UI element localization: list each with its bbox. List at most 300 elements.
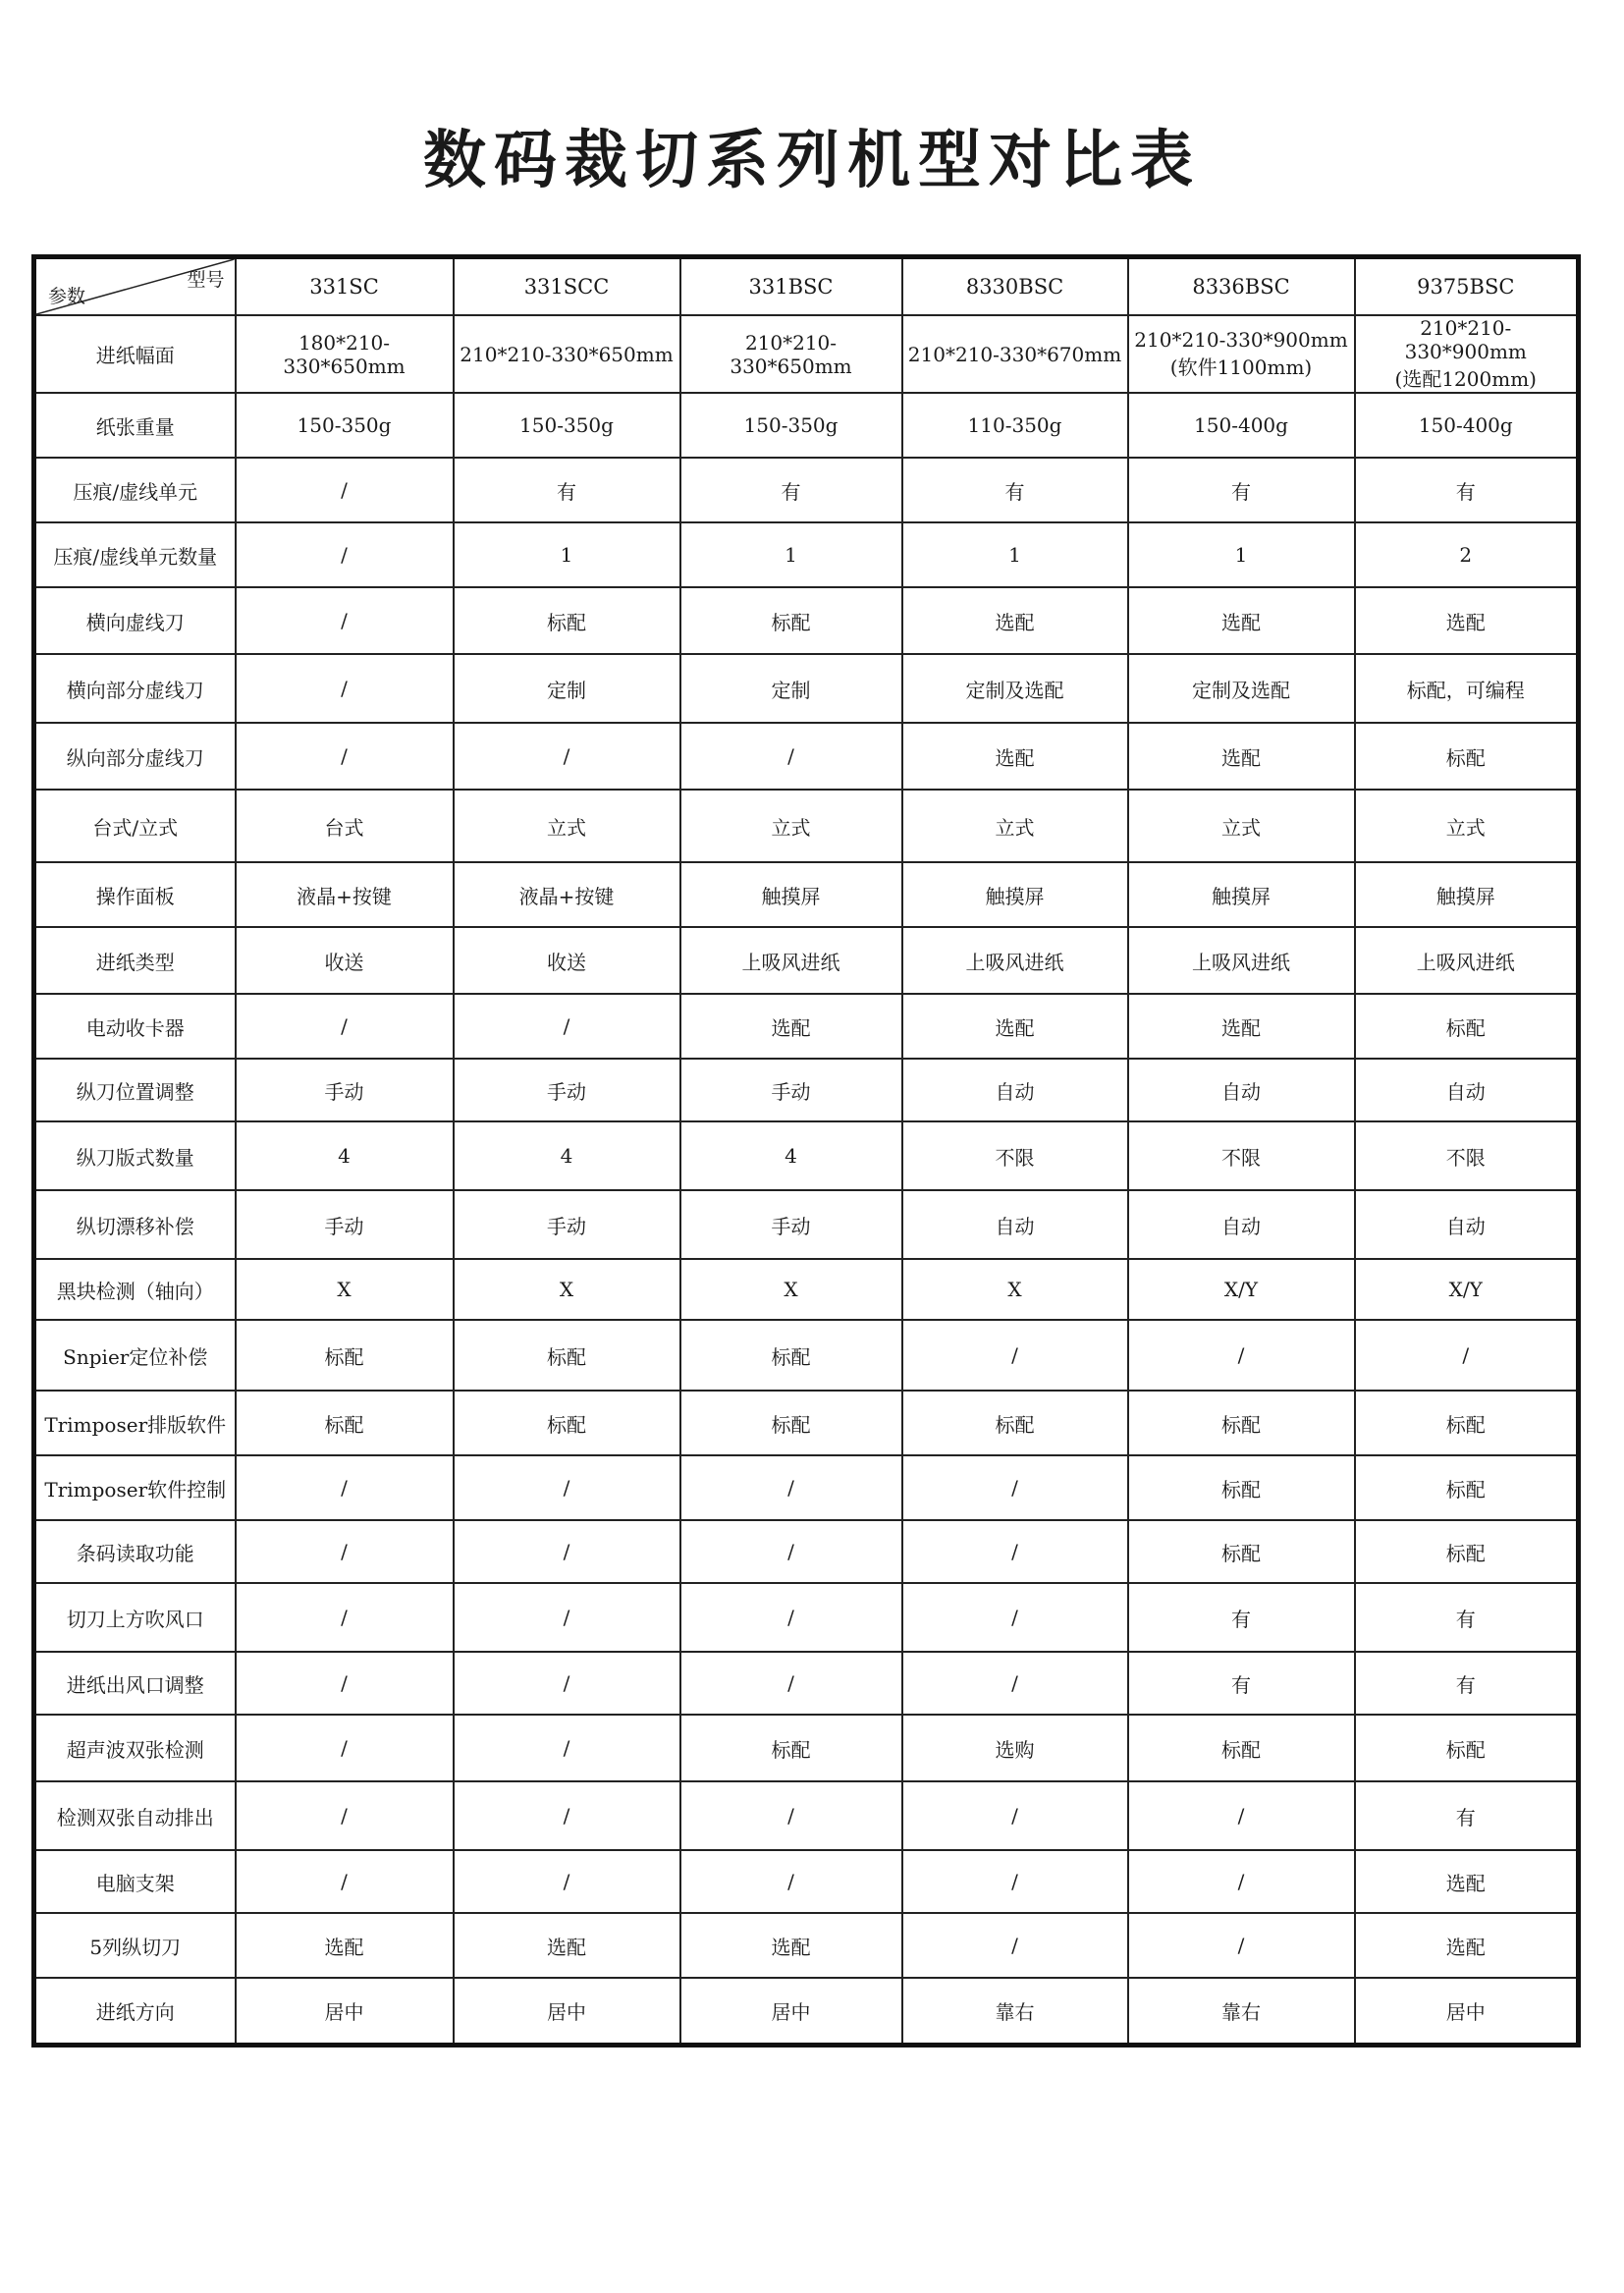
value-text: / xyxy=(563,1870,570,1893)
param-label-cell: 压痕/虚线单元 xyxy=(34,458,236,522)
value-cell xyxy=(454,1850,680,1913)
value-cell xyxy=(902,1320,1128,1391)
value-cell xyxy=(454,393,680,458)
value-text: / xyxy=(563,1606,570,1629)
value-cell xyxy=(236,1121,454,1190)
table-row xyxy=(34,1190,1579,1259)
value-text: 标配 xyxy=(1445,1015,1486,1040)
value-text: 210*210-330*900mm xyxy=(1134,328,1348,352)
value-cell xyxy=(680,315,902,393)
value-text: 有 xyxy=(1231,1607,1251,1631)
value-text: 选配 xyxy=(1221,745,1261,770)
value-text: 上吸风进纸 xyxy=(741,950,840,974)
value-cell xyxy=(236,1320,454,1391)
value-text: 标配 xyxy=(771,1412,811,1437)
table-row xyxy=(34,994,1579,1059)
value-text: / xyxy=(341,1870,348,1893)
value-cell xyxy=(680,790,902,862)
param-label-cell: 纸张重量 xyxy=(34,393,236,458)
value-cell xyxy=(680,927,902,994)
value-cell xyxy=(902,1652,1128,1715)
value-text: 手动 xyxy=(324,1079,364,1104)
value-cell xyxy=(1355,790,1579,862)
value-text: 标配 xyxy=(1445,745,1486,770)
value-text: 标配 xyxy=(1445,1477,1486,1501)
value-text: / xyxy=(1011,1934,1018,1957)
param-label-cell: 进纸类型 xyxy=(34,927,236,994)
value-text: 标配 xyxy=(1445,1412,1486,1437)
value-cell xyxy=(236,862,454,927)
value-cell xyxy=(902,1455,1128,1520)
table-row xyxy=(34,1391,1579,1455)
value-subtext: (软件1100mm) xyxy=(1169,355,1313,379)
table-row xyxy=(34,862,1579,927)
value-text: 150-350g xyxy=(743,413,839,437)
value-cell xyxy=(236,1190,454,1259)
value-text: 选配 xyxy=(771,1015,811,1040)
value-text: 不限 xyxy=(995,1145,1035,1170)
param-label-cell: 压痕/虚线单元数量 xyxy=(34,522,236,587)
value-cell xyxy=(1128,1121,1355,1190)
param-label-cell: Snpier定位补偿 xyxy=(34,1320,236,1391)
value-cell xyxy=(1355,927,1579,994)
value-cell xyxy=(454,458,680,522)
param-label-cell: 进纸方向 xyxy=(34,1978,236,2045)
value-text: 1 xyxy=(1234,543,1248,567)
value-cell xyxy=(1355,1978,1579,2045)
value-text: 立式 xyxy=(995,815,1035,840)
model-header-cell: 331BSC xyxy=(680,257,902,316)
table-row xyxy=(34,1913,1579,1978)
value-text: 选配 xyxy=(995,610,1035,634)
value-text: 靠右 xyxy=(995,1999,1035,2024)
model-header-cell: 8336BSC xyxy=(1128,257,1355,316)
param-label-cell: 操作面板 xyxy=(34,862,236,927)
value-cell xyxy=(1128,1320,1355,1391)
value-text: 自动 xyxy=(1445,1214,1486,1238)
value-cell xyxy=(680,1059,902,1121)
table-row xyxy=(34,1121,1579,1190)
value-text: 标配 xyxy=(1445,1541,1486,1565)
value-text: / xyxy=(341,478,348,502)
comparison-table xyxy=(31,254,1581,2047)
param-label-cell: 横向虚线刀 xyxy=(34,587,236,654)
value-text: 标配 xyxy=(1221,1737,1261,1762)
value-text: 210*210-330*900mm xyxy=(1404,316,1527,363)
value-text: 150-350g xyxy=(297,413,392,437)
value-cell xyxy=(1355,994,1579,1059)
value-cell xyxy=(902,393,1128,458)
value-text: / xyxy=(1011,1540,1018,1563)
value-cell xyxy=(454,1190,680,1259)
value-text: 选配 xyxy=(995,745,1035,770)
value-text: 标配 xyxy=(771,1737,811,1762)
param-label-cell: 纵向部分虚线刀 xyxy=(34,723,236,790)
param-label-cell: 台式/立式 xyxy=(34,790,236,862)
value-text: 180*210-330*650mm xyxy=(283,330,406,378)
value-cell xyxy=(236,1781,454,1850)
value-cell xyxy=(1128,654,1355,723)
param-label-cell: 超声波双张检测 xyxy=(34,1715,236,1781)
value-cell xyxy=(1128,587,1355,654)
value-text: 150-400g xyxy=(1418,413,1513,437)
model-axis-label: 型号 xyxy=(187,269,225,291)
value-cell xyxy=(236,1259,454,1320)
value-cell xyxy=(680,1259,902,1320)
value-text: 标配 xyxy=(1221,1541,1261,1565)
value-text: 靠右 xyxy=(1221,1999,1261,2024)
value-cell xyxy=(236,1913,454,1978)
value-cell xyxy=(236,723,454,790)
value-cell xyxy=(1355,1850,1579,1913)
value-cell xyxy=(454,927,680,994)
value-text: X xyxy=(559,1278,574,1301)
value-cell xyxy=(1128,1781,1355,1850)
value-cell xyxy=(902,862,1128,927)
param-label-cell: 电脑支架 xyxy=(34,1850,236,1913)
value-text: 触摸屏 xyxy=(985,884,1045,908)
value-text: / xyxy=(1237,1804,1245,1828)
value-text: / xyxy=(341,1540,348,1563)
table-row xyxy=(34,1455,1579,1520)
value-cell xyxy=(680,522,902,587)
value-cell xyxy=(1128,994,1355,1059)
value-text: 选配 xyxy=(324,1935,364,1959)
value-cell xyxy=(680,862,902,927)
value-cell xyxy=(1128,1913,1355,1978)
value-cell xyxy=(1128,1715,1355,1781)
value-cell xyxy=(1355,522,1579,587)
value-cell xyxy=(454,1059,680,1121)
value-cell xyxy=(902,1781,1128,1850)
value-cell xyxy=(236,1715,454,1781)
value-cell xyxy=(902,654,1128,723)
value-text: 有 xyxy=(1231,1672,1251,1697)
table-row xyxy=(34,1781,1579,1850)
param-label-cell: 电动收卡器 xyxy=(34,994,236,1059)
value-text: 不限 xyxy=(1445,1145,1486,1170)
value-text: / xyxy=(563,1804,570,1828)
value-text: 上吸风进纸 xyxy=(965,950,1064,974)
value-text: 4 xyxy=(338,1144,351,1168)
value-cell xyxy=(1355,1715,1579,1781)
value-cell xyxy=(236,1455,454,1520)
param-label-cell: 进纸出风口调整 xyxy=(34,1652,236,1715)
value-cell xyxy=(1128,862,1355,927)
value-text: / xyxy=(1237,1934,1245,1957)
value-cell xyxy=(1355,1121,1579,1190)
value-text: / xyxy=(341,1476,348,1500)
param-label-cell: 进纸幅面 xyxy=(34,315,236,393)
value-cell xyxy=(680,393,902,458)
value-text: / xyxy=(1011,1343,1018,1367)
value-cell xyxy=(680,1583,902,1652)
value-cell xyxy=(1355,1583,1579,1652)
value-text: 标配 xyxy=(771,1344,811,1369)
value-cell xyxy=(1128,927,1355,994)
value-text: X/Y xyxy=(1448,1278,1483,1301)
value-text: 选配 xyxy=(547,1935,586,1959)
value-text: / xyxy=(341,677,348,700)
value-cell xyxy=(680,1190,902,1259)
value-cell xyxy=(902,1583,1128,1652)
value-cell xyxy=(1355,1190,1579,1259)
table-row xyxy=(34,1978,1579,2045)
table-row xyxy=(34,654,1579,723)
value-text: 有 xyxy=(1455,1805,1476,1829)
value-cell xyxy=(902,522,1128,587)
value-cell xyxy=(236,458,454,522)
table-row xyxy=(34,1059,1579,1121)
value-text: 手动 xyxy=(771,1079,811,1104)
value-cell xyxy=(902,1059,1128,1121)
param-label-cell: 切刀上方吹风口 xyxy=(34,1583,236,1652)
model-header-cell: 8330BSC xyxy=(902,257,1128,316)
value-text: 标配 xyxy=(324,1344,364,1369)
value-text: 标配 xyxy=(995,1412,1035,1437)
value-text: / xyxy=(341,1014,348,1038)
value-text: 选配 xyxy=(1221,610,1261,634)
value-text: 1 xyxy=(1008,543,1021,567)
value-text: / xyxy=(563,1540,570,1563)
value-text: 自动 xyxy=(1445,1079,1486,1104)
value-text: / xyxy=(563,1736,570,1760)
value-text: 有 xyxy=(781,479,801,504)
value-text: 2 xyxy=(1459,543,1473,567)
value-cell xyxy=(454,587,680,654)
value-cell xyxy=(454,1320,680,1391)
value-cell xyxy=(902,1913,1128,1978)
value-cell xyxy=(236,1583,454,1652)
page-title: 数码裁切系列机型对比表 xyxy=(423,124,1201,197)
value-text: / xyxy=(341,744,348,768)
value-cell xyxy=(454,994,680,1059)
value-text: 标配 xyxy=(1221,1412,1261,1437)
value-cell xyxy=(236,654,454,723)
table-row xyxy=(34,927,1579,994)
value-cell xyxy=(902,1259,1128,1320)
value-text: 标配，可编程 xyxy=(1406,678,1525,702)
value-text: 标配 xyxy=(1221,1477,1261,1501)
value-cell xyxy=(1128,1978,1355,2045)
value-text: 自动 xyxy=(1221,1214,1261,1238)
value-cell xyxy=(236,1850,454,1913)
value-text: 上吸风进纸 xyxy=(1192,950,1290,974)
value-cell xyxy=(1355,458,1579,522)
value-cell xyxy=(236,1391,454,1455)
value-cell xyxy=(236,393,454,458)
value-cell xyxy=(236,1059,454,1121)
value-text: 150-350g xyxy=(519,413,614,437)
model-header-cell: 331SCC xyxy=(454,257,680,316)
value-cell xyxy=(454,1259,680,1320)
corner-header-cell xyxy=(34,257,236,316)
value-text: 液晶+按键 xyxy=(518,884,615,908)
table-row xyxy=(34,723,1579,790)
value-text: 定制 xyxy=(771,678,811,702)
value-cell xyxy=(454,1913,680,1978)
value-cell xyxy=(1355,862,1579,927)
value-cell xyxy=(236,522,454,587)
value-text: / xyxy=(563,1671,570,1695)
value-text: 有 xyxy=(1455,479,1476,504)
value-cell xyxy=(1355,1781,1579,1850)
value-text: / xyxy=(1011,1671,1018,1695)
value-cell xyxy=(902,994,1128,1059)
value-text: 选配 xyxy=(771,1935,811,1959)
param-label-cell: 纵刀位置调整 xyxy=(34,1059,236,1121)
value-text: 居中 xyxy=(1445,1999,1486,2024)
value-text: 4 xyxy=(785,1144,797,1168)
value-text: 立式 xyxy=(1445,815,1486,840)
value-text: 液晶+按键 xyxy=(297,884,392,908)
table-row xyxy=(34,1583,1579,1652)
value-text: 有 xyxy=(557,479,576,504)
value-cell xyxy=(902,1391,1128,1455)
value-text: 标配 xyxy=(547,1412,586,1437)
value-cell xyxy=(680,654,902,723)
value-cell xyxy=(1355,1520,1579,1583)
value-cell xyxy=(236,790,454,862)
param-label-cell: 检测双张自动排出 xyxy=(34,1781,236,1850)
value-text: / xyxy=(787,1540,794,1563)
value-cell xyxy=(680,587,902,654)
value-text: / xyxy=(341,1736,348,1760)
value-cell xyxy=(454,315,680,393)
value-cell xyxy=(1355,1455,1579,1520)
value-text: 4 xyxy=(560,1144,573,1168)
value-cell xyxy=(902,1121,1128,1190)
value-text: / xyxy=(1011,1606,1018,1629)
value-text: 有 xyxy=(1455,1607,1476,1631)
value-text: 触摸屏 xyxy=(761,884,821,908)
value-text: 立式 xyxy=(1221,815,1261,840)
value-cell xyxy=(1355,723,1579,790)
value-cell xyxy=(236,315,454,393)
value-text: 台式 xyxy=(324,815,364,840)
value-text: X xyxy=(1007,1278,1022,1301)
value-cell xyxy=(1128,315,1355,393)
value-cell xyxy=(454,1781,680,1850)
model-header-cell: 331SC xyxy=(236,257,454,316)
value-text: 210*210-330*650mm xyxy=(460,342,674,366)
value-cell xyxy=(1128,1583,1355,1652)
value-cell xyxy=(236,587,454,654)
value-cell xyxy=(680,1781,902,1850)
value-text: 选配 xyxy=(1445,610,1486,634)
value-text: 有 xyxy=(1455,1672,1476,1697)
value-text: 不限 xyxy=(1221,1145,1261,1170)
value-text: / xyxy=(1011,1804,1018,1828)
table-row xyxy=(34,1520,1579,1583)
value-text: 定制 xyxy=(547,678,586,702)
value-text: 标配 xyxy=(1445,1737,1486,1762)
value-text: 上吸风进纸 xyxy=(1416,950,1515,974)
value-text: 手动 xyxy=(547,1214,586,1238)
param-label-cell: 5列纵切刀 xyxy=(34,1913,236,1978)
value-cell xyxy=(1355,1391,1579,1455)
model-header-cell: 9375BSC xyxy=(1355,257,1579,316)
value-cell xyxy=(1128,1850,1355,1913)
value-cell xyxy=(1355,1320,1579,1391)
value-text: / xyxy=(787,1870,794,1893)
value-text: / xyxy=(563,1476,570,1500)
value-text: 标配 xyxy=(547,610,586,634)
value-text: / xyxy=(787,1476,794,1500)
param-label-cell: 条码读取功能 xyxy=(34,1520,236,1583)
value-cell xyxy=(1128,1259,1355,1320)
value-text: / xyxy=(1462,1343,1470,1367)
value-text: 210*210-330*670mm xyxy=(907,342,1122,366)
value-text: 收送 xyxy=(547,950,586,974)
value-text: X xyxy=(337,1278,352,1301)
value-text: 居中 xyxy=(324,1999,364,2024)
param-label-cell: 纵刀版式数量 xyxy=(34,1121,236,1190)
value-text: / xyxy=(1011,1870,1018,1893)
value-cell xyxy=(454,1583,680,1652)
value-text: 定制及选配 xyxy=(1192,678,1290,702)
param-label-cell: 黑块检测（轴向） xyxy=(34,1259,236,1320)
value-cell xyxy=(454,1652,680,1715)
value-text: 自动 xyxy=(995,1079,1035,1104)
value-text: / xyxy=(341,609,348,632)
value-text: / xyxy=(563,744,570,768)
value-text: 居中 xyxy=(547,1999,586,2024)
value-cell xyxy=(454,522,680,587)
value-cell xyxy=(454,862,680,927)
value-cell xyxy=(1355,1913,1579,1978)
value-cell xyxy=(454,1978,680,2045)
table-row xyxy=(34,458,1579,522)
value-cell xyxy=(680,1455,902,1520)
value-text: / xyxy=(787,1606,794,1629)
table-row xyxy=(34,1850,1579,1913)
value-text: / xyxy=(341,1606,348,1629)
value-text: 1 xyxy=(560,543,573,567)
value-text: X/Y xyxy=(1223,1278,1259,1301)
value-text: 有 xyxy=(1231,479,1251,504)
value-text: 居中 xyxy=(771,1999,811,2024)
value-cell xyxy=(902,1715,1128,1781)
value-cell xyxy=(454,1391,680,1455)
value-text: 选配 xyxy=(1445,1871,1486,1895)
value-cell xyxy=(902,1520,1128,1583)
value-cell xyxy=(1128,1520,1355,1583)
table-row xyxy=(34,522,1579,587)
value-cell xyxy=(680,1978,902,2045)
value-cell xyxy=(902,1850,1128,1913)
value-text: 定制及选配 xyxy=(965,678,1064,702)
value-text: / xyxy=(341,1671,348,1695)
value-cell xyxy=(454,654,680,723)
value-cell xyxy=(454,1715,680,1781)
table-row xyxy=(34,790,1579,862)
value-cell xyxy=(680,1850,902,1913)
value-cell xyxy=(1355,587,1579,654)
value-cell xyxy=(454,723,680,790)
value-cell xyxy=(1128,1190,1355,1259)
value-cell xyxy=(1355,1259,1579,1320)
value-cell xyxy=(902,723,1128,790)
value-cell xyxy=(1128,1652,1355,1715)
value-cell xyxy=(902,315,1128,393)
table-row xyxy=(34,393,1579,458)
value-text: 标配 xyxy=(547,1344,586,1369)
value-text: / xyxy=(787,744,794,768)
value-text: 标配 xyxy=(771,610,811,634)
value-cell xyxy=(680,1913,902,1978)
value-cell xyxy=(236,927,454,994)
